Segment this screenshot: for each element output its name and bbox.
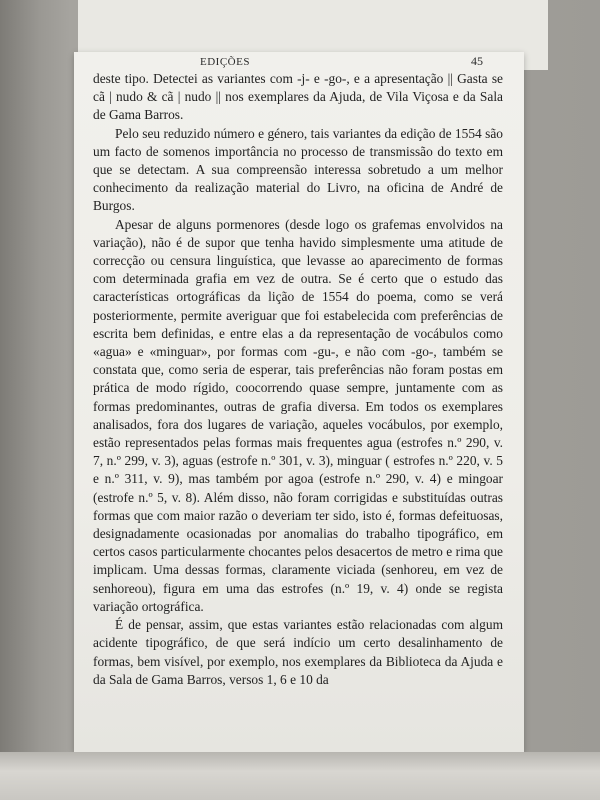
running-title: EDIÇÕES <box>200 56 250 68</box>
body-text <box>93 70 503 689</box>
page-number: 45 <box>471 54 483 68</box>
paragraph-2: Pelo seu reduzido número e género, tais variantes da edição de 1554 são um facto de somenos importância no processo de transmissão do texto em que se detectam. A sua compreensão interessa sobretudo a um melhor conhecimento da realização material do Livro, na oficina de André de Burgos. <box>93 125 503 214</box>
paragraph-1: deste tipo. Detectei as variantes com -j- e -go-, e a apresentação || Gasta se cã | nudo & cã | nudo || nos exemplares da Ajuda, de Vila Viçosa e da Sala de Gama Barros. <box>93 71 503 123</box>
paragraph-3: Apesar de alguns pormenores (desde logo os grafemas envolvidos na variação), não é de supor que tenha havido simplesmente uma atitude de correcção ou censura linguística, que levasse ao aparecimento de formas com determinada grafia em vez de outra. Se é certo que o estudo das características ortográficas da lição de 1554 do poema, como se verá posteriormente, permite averiguar que foi estabelecida com preferências de escrita bem definidas, e entre elas a da representação de vocábulos como «agua» e «minguar», por formas com -gu-, e não com -go-, também se constata que, como seria de esperar, tais preferências não foram postas em prática de modo rígido, coocorrendo quase sempre, juntamente com as formas predominantes, outras de grafia diversa. Em todos os exemplares analisados, fora dos lugares de variação, aqueles vocábulos, por exemplo, estão representados pelas formas mais frequentes agua (estrofes n.º 290, v. 7, n.º 299, v. 3), aguas (estrofe n.º 301, v. 3), minguar ( estrofes n.º 220, v. 5 e n.º 311, v. 9), mas também por agoa (estrofe n.º 290, v. 4) e mingoar (estrofe n.º 5, v. 8). Além disso, não foram corrigidas e substituídas outras formas que com maior razão o deveriam ter sido, isto é, formas defeituosas, designadamente ocasionadas por anomalias do trabalho tipográfico, em certos casos particularmente chocantes pelos desacertos de metro e rima que implicam. Uma dessas formas, claramente viciada (senhoreu, em vez de senhoreou), figura em uma das estrofes (n.º 19, v. 4) onde se regista variação ortográfica. <box>93 216 503 614</box>
paragraph-4: É de pensar, assim, que estas variantes estão relacionadas com algum acidente tipográfico, de que será indício um certo desalinhamento de formas, bem visível, por exemplo, nos exemplares da Biblioteca da Ajuda e da Sala de Gama Barros, versos 1, 6 e 10 da <box>93 617 503 687</box>
page-edge-bottom <box>0 752 600 800</box>
